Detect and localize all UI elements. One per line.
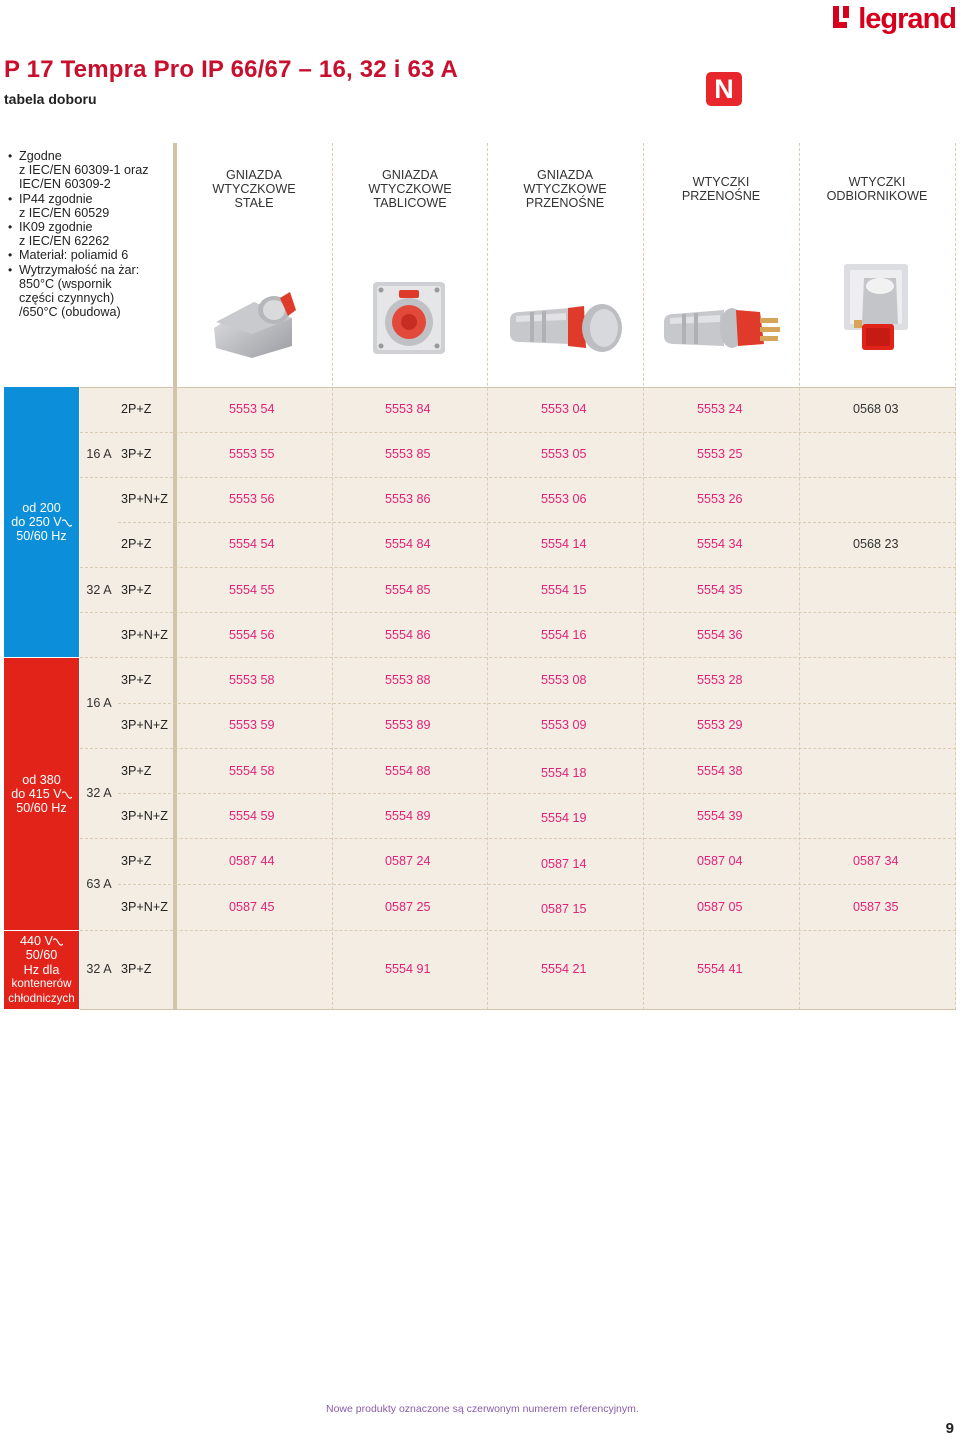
reference-number: 5553 86 — [385, 492, 431, 506]
reference-number: 0587 15 — [541, 902, 587, 916]
reference-number: 0568 23 — [853, 537, 899, 551]
pole-config: 3P+Z — [121, 583, 152, 597]
feature-item: • Zgodne — [4, 149, 172, 163]
table-top-rule — [80, 387, 956, 388]
legrand-logo-mark — [833, 6, 855, 32]
column-divider — [173, 143, 177, 1010]
ac-wave-icon — [53, 938, 63, 946]
ac-wave-icon — [62, 791, 72, 799]
reference-number: 5554 85 — [385, 583, 431, 597]
row-divider — [80, 748, 956, 749]
legrand-logo — [833, 4, 956, 34]
footer-note: Nowe produkty oznaczone są czerwonym numerem referencyjnym. — [326, 1403, 639, 1415]
reference-number: 0587 14 — [541, 857, 587, 871]
reference-number: 5553 88 — [385, 673, 431, 687]
feature-item: z IEC/EN 60309-1 oraz — [19, 163, 149, 178]
row-divider — [80, 612, 956, 613]
fixed-socket-image — [208, 288, 298, 360]
reference-number: 5553 84 — [385, 402, 431, 416]
amperage-label: 63 A — [86, 877, 112, 891]
reference-number: 5553 55 — [229, 447, 275, 461]
page-number: 9 — [945, 1420, 954, 1437]
voltage-band-440v: 440 V 50/60 Hz dla kontenerów chłodniczych — [4, 931, 79, 1009]
reference-number: 5554 39 — [697, 809, 743, 823]
feature-item: z IEC/EN 62262 — [19, 234, 110, 249]
feature-item: • IP44 zgodnie — [4, 192, 172, 206]
feature-item: /650°C (obudowa) — [19, 305, 121, 320]
reference-number: 5554 19 — [541, 811, 587, 825]
reference-number: 5554 35 — [697, 583, 743, 597]
pole-config: 2P+Z — [121, 537, 152, 551]
pole-config: 3P+N+Z — [121, 809, 168, 823]
pole-config: 3P+N+Z — [121, 628, 168, 642]
reference-number: 5554 38 — [697, 764, 743, 778]
reference-number: 5553 28 — [697, 673, 743, 687]
reference-number: 0587 34 — [853, 854, 899, 868]
pole-config: 3P+N+Z — [121, 718, 168, 732]
table-bottom-rule — [80, 1009, 956, 1010]
amperage-label: 16 A — [86, 696, 112, 710]
reference-number: 5553 26 — [697, 492, 743, 506]
row-divider — [80, 930, 956, 931]
reference-number: 5554 55 — [229, 583, 275, 597]
new-badge: N — [706, 72, 742, 106]
features-box — [4, 143, 172, 385]
pole-config: 3P+Z — [121, 854, 152, 868]
feature-item: części czynnych) — [19, 291, 115, 306]
legrand-logo-text: legrand — [858, 3, 956, 35]
column-header-panel-socket: GNIAZDA WTYCZKOWE TABLICOWE — [368, 168, 452, 210]
reference-number: 0587 24 — [385, 854, 431, 868]
feature-item: IEC/EN 60309-2 — [19, 177, 111, 192]
pole-config: 3P+Z — [121, 764, 152, 778]
reference-number: 5554 18 — [541, 766, 587, 780]
feature-item: 850°C (wspornik — [19, 276, 112, 291]
page-title: P 17 Tempra Pro IP 66/67 – 16, 32 i 63 A — [4, 56, 459, 83]
row-divider — [118, 884, 956, 885]
column-header-portable-plug: WTYCZKI PRZENOŚNE — [681, 175, 761, 203]
reference-number: 5553 06 — [541, 492, 587, 506]
reference-number: 5554 59 — [229, 809, 275, 823]
column-divider — [332, 143, 333, 1010]
reference-number: 0568 03 — [853, 402, 899, 416]
column-divider — [799, 143, 800, 1010]
reference-number: 5553 29 — [697, 718, 743, 732]
pole-config: 3P+N+Z — [121, 492, 168, 506]
reference-number: 5553 59 — [229, 718, 275, 732]
selection-table — [80, 387, 956, 1010]
row-divider — [118, 522, 956, 523]
pole-config: 3P+Z — [121, 447, 152, 461]
row-divider — [118, 793, 956, 794]
reference-number: 5553 25 — [697, 447, 743, 461]
appliance-inlet-image — [840, 262, 916, 360]
reference-number: 5554 54 — [229, 537, 275, 551]
reference-number: 5553 08 — [541, 673, 587, 687]
reference-number: 5554 16 — [541, 628, 587, 642]
reference-number: 5554 15 — [541, 583, 587, 597]
reference-number: 5554 21 — [541, 962, 587, 976]
feature-item: • IK09 zgodnie — [4, 220, 172, 234]
reference-number: 5554 34 — [697, 537, 743, 551]
reference-number: 5553 24 — [697, 402, 743, 416]
column-divider — [643, 143, 644, 1010]
pole-config: 3P+N+Z — [121, 900, 168, 914]
reference-number: 5554 89 — [385, 809, 431, 823]
portable-socket-image — [506, 298, 624, 356]
ac-wave-icon — [62, 519, 72, 527]
pole-config: 3P+Z — [121, 962, 152, 976]
column-header-fixed-socket: GNIAZDA WTYCZKOWE STAŁE — [212, 168, 296, 210]
reference-number: 5553 56 — [229, 492, 275, 506]
portable-plug-image — [660, 300, 784, 356]
reference-number: 0587 04 — [697, 854, 743, 868]
column-divider — [487, 143, 488, 1010]
reference-number: 5554 36 — [697, 628, 743, 642]
panel-socket-image — [371, 280, 447, 356]
pole-config: 2P+Z — [121, 402, 152, 416]
reference-number: 5553 85 — [385, 447, 431, 461]
feature-item: • Materiał: poliamid 6 — [4, 248, 172, 262]
row-divider — [80, 477, 956, 478]
amperage-label: 32 A — [86, 962, 112, 976]
reference-number: 0587 45 — [229, 900, 275, 914]
pole-config: 3P+Z — [121, 673, 152, 687]
reference-number: 5554 58 — [229, 764, 275, 778]
feature-item: z IEC/EN 60529 — [19, 205, 110, 220]
reference-number: 0587 44 — [229, 854, 275, 868]
column-header-appliance-inlet: WTYCZKI ODBIORNIKOWE — [826, 175, 928, 203]
row-divider — [80, 432, 956, 433]
row-divider — [80, 657, 956, 658]
column-divider — [955, 143, 956, 1010]
reference-number: 5554 56 — [229, 628, 275, 642]
row-divider — [80, 567, 956, 568]
reference-number: 5553 09 — [541, 718, 587, 732]
reference-number: 5553 89 — [385, 718, 431, 732]
reference-number: 5553 05 — [541, 447, 587, 461]
reference-number: 0587 35 — [853, 900, 899, 914]
row-divider — [80, 838, 956, 839]
reference-number: 5553 04 — [541, 402, 587, 416]
amperage-label: 32 A — [86, 583, 112, 597]
column-header-portable-socket: GNIAZDA WTYCZKOWE PRZENOŚNE — [523, 168, 607, 210]
reference-number: 0587 25 — [385, 900, 431, 914]
voltage-band-400v: od 380 do 415 V 50/60 Hz — [4, 658, 79, 930]
feature-item: • Wytrzymałość na żar: — [4, 263, 172, 277]
reference-number: 5553 54 — [229, 402, 275, 416]
voltage-band-230v: od 200 do 250 V 50/60 Hz — [4, 387, 79, 657]
reference-number: 5554 86 — [385, 628, 431, 642]
reference-number: 5554 41 — [697, 962, 743, 976]
amperage-label: 16 A — [86, 447, 112, 461]
reference-number: 0587 05 — [697, 900, 743, 914]
page-subtitle: tabela doboru — [4, 91, 97, 107]
amperage-label: 32 A — [86, 786, 112, 800]
features-list — [4, 149, 172, 319]
reference-number: 5554 88 — [385, 764, 431, 778]
row-divider — [118, 703, 956, 704]
reference-number: 5554 84 — [385, 537, 431, 551]
reference-number: 5554 14 — [541, 537, 587, 551]
reference-number: 5553 58 — [229, 673, 275, 687]
reference-number: 5554 91 — [385, 962, 431, 976]
